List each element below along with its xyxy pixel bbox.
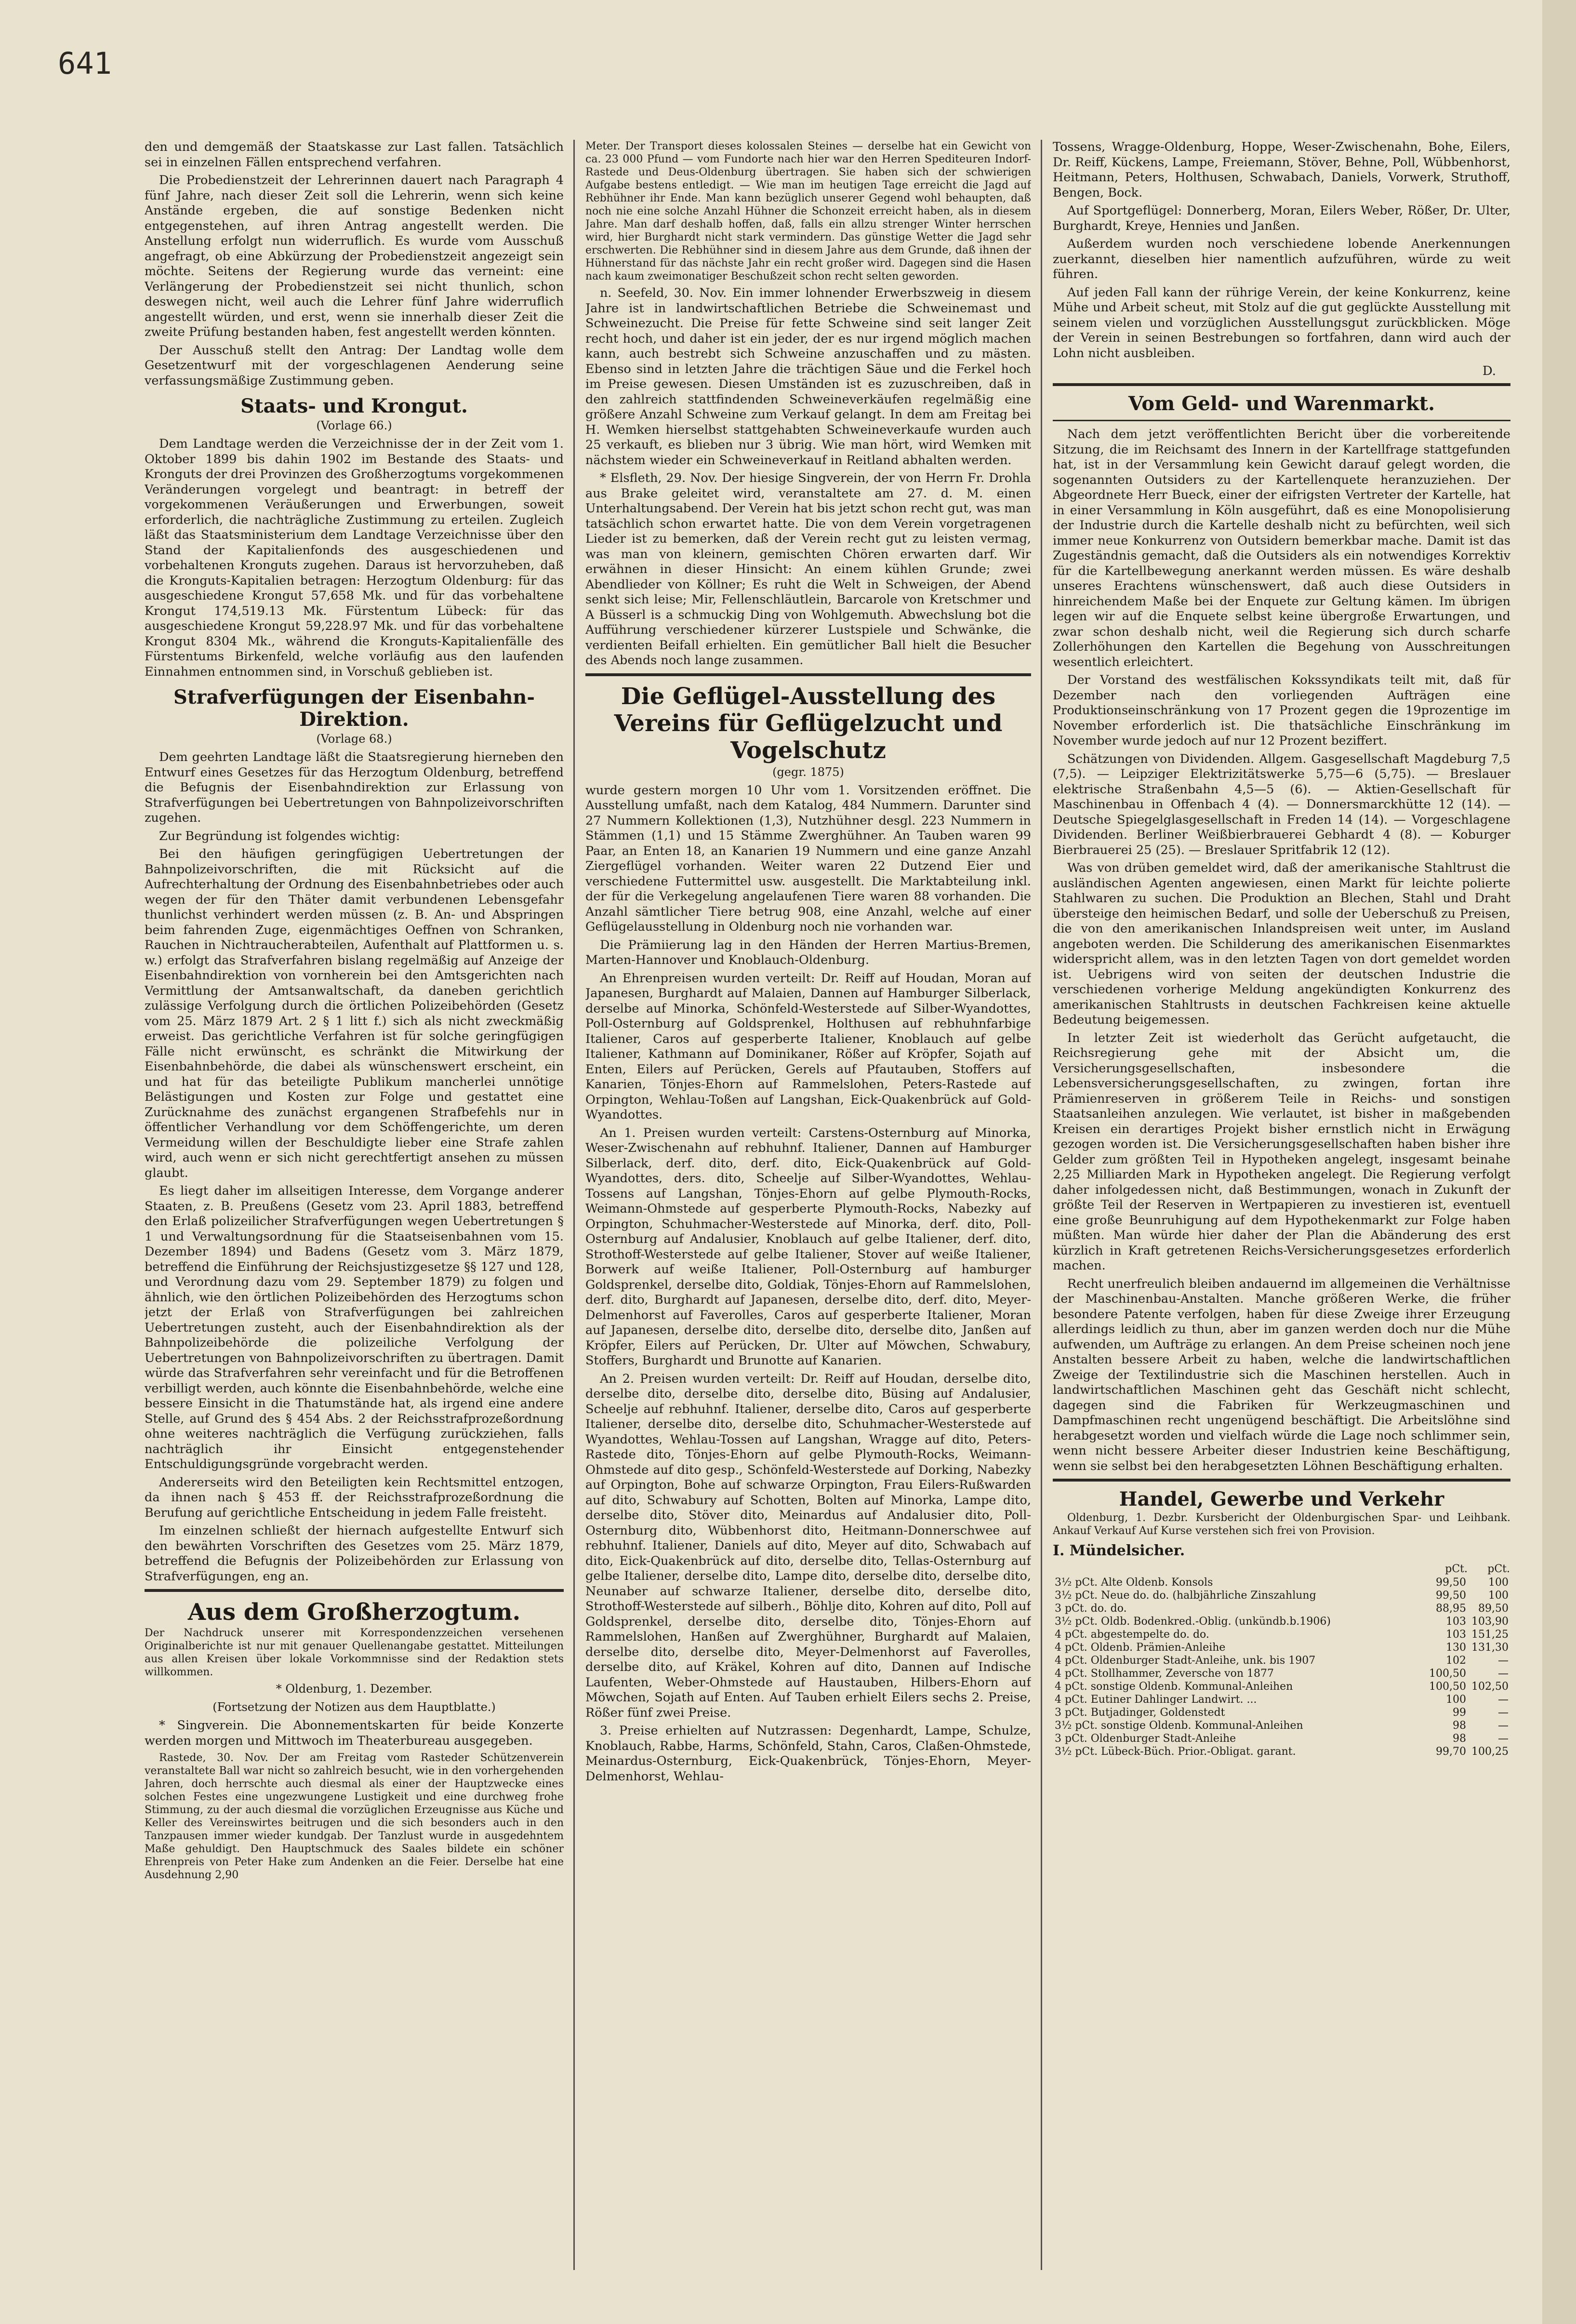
sell-rate: — <box>1498 1707 1509 1719</box>
section-subtitle: (Vorlage 68.) <box>316 732 392 746</box>
buy-rate: 98 <box>1453 1720 1466 1732</box>
sell-rate: 151,25 <box>1471 1629 1509 1641</box>
sell-rate: 89,50 <box>1478 1603 1509 1615</box>
paragraph: n. Seefeld, 30. Nov. Ein immer lohnender Erwerbszweig in diesem Jahre ist in landwirtschaftlichen Betriebe die Schweinemast und Schweinezucht. Die Preise für fette Schweine sind seit langer Zeit recht hoch, und daher ist ein jeder, der es nur irgend möglich machen kann, auch bestrebt sich Schweine anzuschaffen und zu mästen. Ebenso sind in letzten Jahre die trächtigen Säue und die Ferkel hoch im Preise gewesen. Diesen Umständen ist es zuzuschreiben, daß in den zahlreich stattfindenden Schweineverkäufen regelmäßig eine größere Anzahl Schweine zum Verkauf gelangt. In dem am Freitag bei H. Wemken hierselbst stattgehabten Schweineverkaufe wurden auch 25 verkauft, es blieben nur 3 übrig. Wie man hört, wird Wemken mit nächstem wieder ein Schweineverkauf in Reitland abhalten werden. <box>585 286 1031 467</box>
sell-rate: 100,25 <box>1471 1746 1509 1758</box>
paragraph: Dem Landtage werden die Verzeichnisse der in der Zeit vom 1. Oktober 1899 bis dahin 1902 im Bestande des Staats- und Kronguts der drei Provinzen des Großherzogtums vorgekommenen Veränderungen vorgelegt und beantragt: in betreff der vorgekommenen Veräußerungen und Erwerbungen, soweit erforderlich, die nachträgliche Zustimmung zu erteilen. Zugleich läßt das Staatsministerium dem Landtage Verzeichnisse über den Stand der Kapitalienfonds des ausgeschiedenen und vorbehaltenen Kronguts zugehen. Daraus ist hervorzuheben, daß die Kronguts-Kapitalien betragen: Herzogtum Oldenburg: für das ausgeschiedene Krongut 57,658 Mk. und für das vorbehaltene Krongut 174,519.13 Mk. Fürstentum Lübeck: für das ausgeschiedene Krongut 59,228.97 Mk. und für das vorbehaltene Krongut 8304 Mk., während die Kronguts-Kapitalienfälle des Fürstentums Birkenfeld, welche vorläufig aus den laufenden Einnahmen entnommen sind, in Vorschuß geblieben ist. <box>145 437 564 679</box>
paragraph: Der Ausschuß stellt den Antrag: Der Landtag wolle dem Gesetzentwurf mit der vorgeschlagenen Aenderung seine verfassungsmäßige Zustimmung geben. <box>145 343 564 388</box>
paragraph: An 1. Preisen wurden verteilt: Carstens-Osternburg auf Minorka, Weser-Zwischenahn auf rebhuhnf. Italiener, Dannen auf Hamburger Silberlack, derf. dito, derf. dito, Eick-Quakenbrück auf Gold-Wyandottes, ders. dito, Scheelje auf Silber-Wyandottes, Wehlau-Tossens auf Langshan, Tönjes-Ehorn auf gelbe Plymouth-Rocks, Weimann-Ohmstede auf gesperberte Plymouth-Rocks, Nabezky auf Orpington, Schuhmacher-Westerstede auf Minorka, derf. dito, Poll-Osternburg auf Andalusier, Knoblauch auf gelbe Italiener, derf. dito, Strothoff-Westerstede auf gelbe Italiener, Stover auf weiße Italiener, Borwerk auf weiße Italiener, Poll-Osternburg auf hamburger Goldsprenkel, derselbe dito, Goldiak, Tönjes-Ehorn auf Rammelslohen, derf. dito, Burghardt auf Japanesen, derselbe dito, derf. dito, Meyer-Delmenhorst auf Faverolles, Caros auf gesperberte Italiener, Moran auf Japanesen, derselbe dito, derselbe dito, derselbe dito, Janßen auf Kröpfer, Eilers auf Perücken, Dr. Ulter auf Möwchen, Schwabury, Stoffers, Burghardt und Brunotte auf Kanarien. <box>585 1125 1031 1368</box>
sell-rate: — <box>1498 1733 1509 1745</box>
table-row <box>1053 1745 1510 1758</box>
section-divider <box>145 1589 564 1592</box>
paragraph: * Elsfleth, 29. Nov. Der hiesige Singverein, der von Herrn Fr. Drohla aus Brake geleitet wird, veranstaltete am 27. d. M. einen Unterhaltungsabend. Der Verein hat bis jetzt schon recht gut, was man tatsächlich schon erwartet hatte. Die von dem Verein vorgetragenen Lieder ist zu bemerken, daß der Verein recht gut zu leisten vermag, was man von kleinern, gemischten Chören erwarten darf. Wir erwähnen in dieser Hinsicht: An einem kühlen Grunde; zwei Abendlieder von Köllner; Es ruht die Welt in Schweigen, der Abend senkt sich leise; Mir, Fellenschläutlein, Barcarole von Kretschmer und A Büsserl is a schmuckig Ding von Wohlgemuth. Abwechslung bot die Aufführung verschiedener kürzerer Lustspiele und Schwänke, die verdienten Beifall erhielten. Ein gemütlicher Ball hielt die Besucher des Abends noch lange zusammen. <box>585 471 1031 668</box>
table-row <box>1053 1693 1510 1706</box>
paragraph: * Singverein. Die Abonnementskarten für beide Konzerte werden morgen und Mittwoch im Theaterbureau ausgegeben. <box>145 1718 564 1748</box>
paragraph: Rastede, 30. Nov. Der am Freitag vom Rasteder Schützenverein veranstaltete Ball war nicht so zahlreich besucht, wie in den vorhergehenden Jahren, doch herrschte auch diesmal als einer der Hauptzwecke eines solchen Festes eine ungezwungene Lustigkeit und eine durchweg frohe Stimmung, zu der auch diesmal die vorzüglichen Erzeugnisse aus Küche und Keller des Vereinswirtes beitrugen und die sich besonders auch in den Tanzpausen immer wieder kundgab. Der Tanzlust wurde in ausgedehntem Maße gehuldigt. Den Hauptschmuck des Saales bildete ein schöner Ehrenpreis von Peter Hake zum Andenken an die Feier. Derselbe hat eine Ausdehnung 2,90 <box>145 1752 564 1881</box>
paragraph: 3. Preise erhielten auf Nutzrassen: Degenhardt, Lampe, Schulze, Knoblauch, Rabbe, Harms, Schönfeld, Stahn, Caros, Claßen-Ohmstede, Meinardus-Osternburg, Eick-Quakenbrück, Tönjes-Ehorn, Meyer-Delmenhorst, Wehlau- <box>585 1723 1031 1784</box>
paragraph: Bei den häufigen geringfügigen Uebertretungen der Bahnpolizeivorschriften, die mit Rücksicht auf die Aufrechterhaltung der Ordnung des Eisenbahnbetriebes oder auch wegen der für den Thäter damit verbundenen Lebensgefahr thunlichst verhindert werden müssen (z. B. An- und Abspringen beim fahrenden Zuge, eigenmächtiges Oeffnen von Schranken, Rauchen in Nichtraucherabteilen, Aufenthalt auf Plattformen u. s. w.) erfolgt das Strafverfahren bislang regelmäßig auf Anzeige der Eisenbahndirektion von vornherein bei den Amtsgerichten nach Vermittlung der Amtsanwaltschaft, da daneben gerichtlich zulässige Verfolgung durch die örtlichen Polizeibehörden (Gesetz vom 25. März 1879 Art. 2 § 1 litt f.) sich als nicht zweckmäßig erweist. Das gerichtliche Verfahren ist für solche geringfügigen Fälle nicht erwünscht, es schränkt die Mitwirkung der Eisenbahnbehörde, die dabei als wünschenswert erscheint, ein und hat für das beteiligte Publikum mancherlei unnötige Belästigungen und Kosten zur Folge und gestattet eine Zurücknahme des zunächst ergangenen Strafbefehls nur in öffentlicher Verhandlung vor dem Schöffengerichte, um deren Vermeidung willen der Beschuldigte lieber eine Strafe zahlen wird, auch wenn er sich nicht gerechtfertigt ansehen zu müssen glaubt. <box>145 847 564 1180</box>
section-title-handel-gewerbe-verkehr: Handel, Gewerbe und Verkehr <box>1119 1488 1444 1510</box>
sell-rate: — <box>1498 1694 1509 1706</box>
section-title-geld-warenmarkt: Vom Geld- und Warenmarkt. <box>1128 392 1435 415</box>
security-name: 4 pCt. Eutiner Dahlinger Landwirt. ... <box>1055 1694 1257 1706</box>
paragraph: Was von drüben gemeldet wird, daß der amerikanische Stahltrust die ausländischen Agenten angewiesen, einen Markt für leichte polierte Stahlwaren zu suchen. Die Produktion an Blechen, Stahl und Draht übersteige den heimischen Bedarf, und solle der Ueberschuß zu Preisen, die von den amerikanischen Inlandspreisen weit unter, im Ausland angeboten werden. Die Schilderung des amerikanischen Eisenmarktes widerspricht allem, was in den letzten Tagen von dort gemeldet worden ist. Uebrigens wird von seiten der deutschen Industrie die verschiedenen vorherige Meldung angekündigten Konkurrenz des amerikanischen Stahltrusts in deutschen Fachkreisen keine aktuelle Bedeutung beigemessen. <box>1053 861 1510 1027</box>
paragraph: An 2. Preisen wurden verteilt: Dr. Reiff auf Houdan, derselbe dito, derselbe dito, derselbe dito, derselbe dito, Büsing auf Andalusier, Scheelje auf rebhuhnf. Italiener, derselbe dito, Caros auf gesperberte Italiener, derselbe dito, derselbe dito, Schuhmacher-Westerstede auf Wyandottes, Wehlau-Tossen auf Langshan, Wragge auf dito, Peters-Rastede dito, Tönjes-Ehorn auf gelbe Plymouth-Rocks, Weimann-Ohmstede auf dito gesp., Schönfeld-Westerstede auf Dorking, Nabezky auf Orpington, Bohe auf schwarze Orpington, Frau Eilers-Rußwarden auf dito, Schwabury auf Schotten, Bolten auf Minorka, Lampe dito, derselbe dito, Stöver dito, Meinardus auf Andalusier dito, Poll-Osternburg dito, Wübbenhorst dito, Heitmann-Donnerschwee auf rebhuhnf. Italiener, Daniels auf dito, Meyer auf dito, Schwabach auf dito, Eick-Quakenbrück auf dito, derselbe dito, Tellas-Osternburg auf gelbe Italiener, derselbe dito, Lampe dito, derselbe dito, derselbe dito, Neunaber auf schwarze Italiener, derselbe dito, derselbe dito, Strothoff-Westerstede auf silberh., Böhlje dito, Kohren auf dito, Poll auf Goldsprenkel, derselbe dito, derselbe dito, Tönjes-Ehorn auf Rammelslohen, Hanßen auf Zwerghühner, Burghardt auf Malaien, derselbe dito, derselbe dito, Meyer-Delmenhorst auf Faverolles, derselbe dito, auf Kräkel, Kohren auf dito, Dannen auf Indische Laufenten, Weber-Ohmstede auf Haustauben, Hilbers-Ehorn auf Möwchen, Sojath auf Enten. Auf Tauben erhielt Eilers sechs 2. Preise, Rößer fünf zwei Preise. <box>585 1371 1031 1720</box>
security-name: 4 pCt. Oldenb. Prämien-Anleihe <box>1055 1642 1226 1654</box>
paragraph: den und demgemäß der Staatskasse zur Last fallen. Tatsächlich sei in einzelnen Fällen entsprechend verfahren. <box>145 140 564 170</box>
buy-rate: 100,50 <box>1429 1681 1466 1693</box>
table-heading: I. Mündelsicher. <box>1053 1542 1185 1559</box>
security-name: 3 pCt. do. do. <box>1055 1603 1127 1615</box>
table-row <box>1053 1641 1510 1654</box>
buy-rate: 88,95 <box>1436 1603 1466 1615</box>
security-name: 4 pCt. Stollhammer, Zeversche von 1877 <box>1055 1668 1274 1680</box>
exchange-rate-table <box>1053 1562 1510 1758</box>
column-1 <box>145 140 564 2275</box>
sell-rate: 103,90 <box>1471 1616 1509 1628</box>
section-title-grossherzogtum: Aus dem Großherzogtum. <box>187 1599 521 1626</box>
section-divider <box>585 673 1031 676</box>
security-name: 3½ pCt. Alte Oldenb. Konsols <box>1055 1576 1213 1589</box>
sell-rate: 102,50 <box>1471 1681 1509 1693</box>
security-name: 3 pCt. Oldenburger Stadt-Anleihe <box>1055 1733 1236 1745</box>
security-name: 4 pCt. sonstige Oldenb. Kommunal-Anleihen <box>1055 1681 1293 1693</box>
security-name: 3 pCt. Butjadinger, Goldenstedt <box>1055 1707 1225 1719</box>
paragraph: Auf Sportgeflügel: Donnerberg, Moran, Eilers Weber, Rößer, Dr. Ulter, Burghardt, Kreye, Hennies und Janßen. <box>1053 203 1510 233</box>
column-header: pCt. <box>1487 1563 1510 1575</box>
sell-rate: — <box>1498 1655 1509 1667</box>
table-row <box>1053 1589 1510 1602</box>
buy-rate: 99,50 <box>1436 1576 1466 1589</box>
table-row <box>1053 1654 1510 1667</box>
paragraph: Es liegt daher im allseitigen Interesse, dem Vorgange anderer Staaten, z. B. Preußens (Gesetz vom 23. April 1883, betreffend den Erlaß polizeilicher Strafverfügungen wegen Uebertretungen § 1 und Verwaltungsordnung für die Staatseisenbahnen vom 15. Dezember 1894) und Badens (Gesetz vom 3. März 1879, betreffend die Einführung der Reichsjustizgesetze §§ 127 und 128, und Verordnung dazu vom 29. September 1879) zu folgen und ähnlich, wie den örtlichen Polizeibehörden des Herzogtums schon jetzt der Erlaß von Strafverfügungen bei zahlreichen Uebertretungen zusteht, auch der Eisenbahndirektion als der Bahnpolizeibehörde die polizeiliche Verfolgung der Uebertretungen von Bahnpolizeivorschriften zu übertragen. Damit würde das Strafverfahren sehr vereinfacht und für die Betroffenen verbilligt werden, auch könnte die Eisenbahnbehörde, welche eine bessere Einsicht in die Thatumstände hat, als irgend eine andere Stelle, auf Grund des § 454 Abs. 2 der Reichsstrafprozeßordnung ohne weiteres nachträglich die Verfügung zurückziehen, falls nachträglich ihr Einsicht entgegenstehender Entschuldigungsgründe vorgebracht werden. <box>145 1184 564 1471</box>
table-row <box>1053 1706 1510 1719</box>
sell-rate: 131,30 <box>1471 1642 1509 1654</box>
table-header-row <box>1053 1562 1510 1576</box>
paragraph: Meter. Der Transport dieses kolossalen Steines — derselbe hat ein Gewicht von ca. 23 000 Pfund — vom Fundorte nach hier war den Herren Spediteuren Indorf-Rastede und Deus-Oldenburg übertragen. Sie haben sich der schwierigen Aufgabe bestens entledigt. — Wie man im heutigen Tage erreicht die Jagd auf Rebhühner ihr Ende. Man kann bezüglich unserer Gegend wohl behaupten, daß noch nie eine solche Anzahl Hühner die Schonzeit erreicht haben, als in diesem Jahre. Man darf deshalb hoffen, daß, falls ein allzu strenger Winter herrschen wird, hier Burghardt nicht stark vermindern. Das günstige Wetter die Jagd sehr erschwerten. Die Rebhühner sind in diesem Jahre aus dem Grunde, daß ihnen der Hühnerstand für das nächste Jahr ein recht großer wird. Dagegen sind die Hasen nach kaum zweimonatiger Beschußzeit schon recht selten geworden. <box>585 140 1031 282</box>
paragraph: Auf jeden Fall kann der rührige Verein, der keine Konkurrenz, keine Mühe und Arbeit scheut, mit Stolz auf die gut geglückte Ausstellung mit seinem vielen und vorzüglichen Ausstellungsgut zurückblicken. Möge der Verein in seinen Bestrebungen so fortfahren, dann wird auch der Lohn nicht ausbleiben. <box>1053 285 1510 361</box>
section-title-staats-krongut: Staats- und Krongut. <box>240 395 468 417</box>
paragraph: Recht unerfreulich bleiben andauernd im allgemeinen die Verhältnisse der Maschinenbau-Anstalten. Manche größeren Werke, die früher besondere Patente verfolgen, haben für diese Zweige ihrer Erzeugung allerdings leidlich zu thun, aber im ganzen werden doch nur die Mühe aufwenden, um Aufträge zu erlangen. An dem Preise scheinen noch jene Anstalten bessere Arbeit zu haben, welche die landwirtschaftlichen Zweige der Textilindustrie sich die Maschinen herstellen. Auch in landwirtschaftlichen Maschinen geht das Geschäft nicht schlecht, dagegen sind die Fabriken für Werkzeugmaschinen und Dampfmaschinen recht ungenügend beschäftigt. Die Arbeitslöhne sind herabgesetzt worden und vielfach würde die Lage noch schlimmer sein, wenn nicht bessere Arbeiter dieser Industrien keine Beschäftigung, wenn sie selbst bei den herabgesetzten Löhnen Beschäftigung erhalten. <box>1053 1276 1510 1473</box>
section-title-gefluegel-ausstellung: Die Geflügel-Ausstellung des Vereins für Geflügelzucht und Vogelschutz <box>614 682 1003 764</box>
section-subtitle: (gegr. 1875) <box>772 765 844 779</box>
sell-rate: 100 <box>1488 1576 1509 1589</box>
section-divider <box>1053 383 1510 386</box>
section-divider <box>1053 1479 1510 1482</box>
page-number: 641 <box>58 46 112 81</box>
security-name: 3½ pCt. Neue do. do. (halbjährliche Zinszahlung <box>1055 1589 1316 1602</box>
section-divider <box>1053 420 1510 421</box>
column-divider <box>573 140 575 2270</box>
buy-rate: 130 <box>1446 1642 1466 1654</box>
page-edge <box>1542 0 1576 2324</box>
section-title-strafverfuegungen: Strafverfügungen der Eisenbahn-Direktion. <box>173 686 535 731</box>
paragraph: Zur Begründung ist folgendes wichtig: <box>159 828 400 843</box>
paragraph: wurde gestern morgen 10 Uhr vom 1. Vorsitzenden eröffnet. Die Ausstellung umfaßt, nach dem Katalog, 484 Nummern. Darunter sind 27 Nummern Kollektionen (1,3), Nutzhühner desgl. 223 Nummern in Stämmen (1,1) und 15 Stämme Zwerghühner. An Tauben waren 99 Paar, an Enten 18, an Kanarien 19 Nummern und eine ganze Anzahl Ziergeflügel vorhanden. Weiter waren 22 Dutzend Eier und verschiedene Futtermittel usw. ausgestellt. Die Marktabteilung inkl. der für die Verkegelung angelaufenen Tiere waren 88 vorhanden. Die Anzahl sämtlicher Tiere betrug 908, eine Anzahl, welche auf einer Geflügelausstellung in Oldenburg noch nie vorhanden war. <box>585 783 1031 934</box>
sell-rate: 100 <box>1488 1589 1509 1602</box>
paragraph: Schätzungen von Dividenden. Allgem. Gasgesellschaft Magdeburg 7,5 (7,5). — Leipziger Elektrizitätswerke 5,75—6 (5,75). — Breslauer elektrische Straßenbahn 4,5—5 (6). — Aktien-Gesellschaft für Maschinenbau in Offenbach 4 (4). — Donnersmarckhütte 12 (14). — Deutsche Spiegelglasgesellschaft in Freden 14 (14). — Vorgeschlagene Dividenden. Berliner Weißbierbrauerei Gebhardt 4 (8). — Koburger Bierbrauerei 25 (25). — Breslauer Spritfabrik 12 (12). <box>1053 751 1510 857</box>
buy-rate: 100 <box>1446 1694 1466 1706</box>
table-row <box>1053 1680 1510 1693</box>
buy-rate: 103 <box>1446 1629 1466 1641</box>
paragraph: Andererseits wird den Beteiligten kein Rechtsmittel entzogen, da ihnen nach § 453 ff. der Reichsstrafprozeßordnung die Berufung auf gerichtliche Entscheidung in jedem Falle freisteht. <box>145 1475 564 1520</box>
column-header: pCt. <box>1445 1563 1468 1575</box>
paragraph: Im einzelnen schließt der hiernach aufgestellte Entwurf sich den bewährten Vorschriften des Gesetzes vom 25. März 1879, betreffend die Befugnis der Polizeibehörden zur Erlassung von Strafverfügungen, eng an. <box>145 1523 564 1584</box>
security-name: 3½ pCt. Lübeck-Büch. Prior.-Obligat. garant. <box>1055 1746 1296 1758</box>
buy-rate: 99,70 <box>1436 1746 1466 1758</box>
security-name: 4 pCt. Oldenburger Stadt-Anleihe, unk. bis 1907 <box>1055 1655 1316 1667</box>
paragraph: Nach dem jetzt veröffentlichten Bericht über die vorbereitende Sitzung, die im Reichsamt des Innern in der Kartellfrage stattgefunden hat, ist in der Versammlung kein Gewicht darauf gelegt worden, die sogenannten Outsiders zu der Kartellenquete heranzuziehen. Der Abgeordnete Herr Bueck, einer der eifrigsten Vertreter der Kartelle, hat in einer Versammlung in Köln ausgeführt, daß es eine Monopolisierung der Industrie durch die Kartelle deshalb nicht zu befürchten, weil sich immer neue Konkurrenz von Outsidern bemerkbar mache. Damit ist das Zugeständnis gemacht, daß die Outsiders als ein notwendiges Korrektiv für die Kartellbewegung anerkannt werden müssen. Es wäre deshalb unseres Erachtens wünschenswert, daß auch diese Outsiders in hinreichendem Maße bei der Enquete zur Geltung kämen. Im übrigen legen wir auf die Enquete selbst keine übergroße Erwartungen, und zwar schon deshalb nicht, weil die Regierung sich durch scharfe Zollerhöhungen den Kartellen die Begehung von Ausschreitungen wesentlich erleichtert. <box>1053 427 1510 669</box>
dateline: * Oldenburg, 1. Dezember. <box>276 1682 433 1696</box>
paragraph: An Ehrenpreisen wurden verteilt: Dr. Reiff auf Houdan, Moran auf Japanesen, Burghardt auf Malaien, Dannen auf Hamburger Silberlack, derselbe auf Minorka, Schönfeld-Westerstede auf Silber-Wyandottes, Poll-Osternburg auf Goldsprenkel, Holthusen auf rebhuhnfarbige Italiener, Caros auf gesperberte Italiener, Knoblauch auf gelbe Italiener, Kathmann auf Dominikaner, Rößer auf Kröpfer, Sojath auf Enten, Eilers auf Perücken, Gerels auf Pfautauben, Stoffers auf Kanarien, Tönjes-Ehorn auf Rammelslohen, Peters-Rastede auf Orpington, Wehlau-Toßen auf Langshan, Eick-Quakenbrück auf Gold-Wyandottes. <box>585 971 1031 1122</box>
paragraph: Dem geehrten Landtage läßt die Staatsregierung hierneben den Entwurf eines Gesetzes für das Herzogtum Oldenburg, betreffend die Befugnis der Eisenbahndirektion zur Erlassung von Strafverfügungen bei Uebertretungen von Bahnpolizeivorschriften zugehen. <box>145 750 564 825</box>
buy-rate: 98 <box>1453 1733 1466 1745</box>
table-row <box>1053 1667 1510 1680</box>
paragraph: Die Probedienstzeit der Lehrerinnen dauert nach Paragraph 4 fünf Jahre, nach dieser Zeit soll die Lehrerin, wenn sich keine Anstände ergeben, die auf sonstige Bedenken nicht entgegenstehen, auf ihren Antrag angestellt werden. Die Anstellung erfolgt nun widerruflich. Es wurde vom Ausschuß angefragt, ob eine Abkürzung der Probedienstzeit angezeigt sein möchte. Seitens der Regierung wurde das verneint: eine Verlängerung der Probedienstzeit sei nicht thunlich, schon deswegen nicht, weil auch die Lehrer fünf Jahre widerruflich angestellt würden, und erst, wenn sie innerhalb dieser Zeit die zweite Prüfung bestanden haben, fest angestellt werden könnten. <box>145 173 564 339</box>
paragraph: In letzter Zeit ist wiederholt das Gerücht aufgetaucht, die Reichsregierung gehe mit der Absicht um, die Versicherungsgesellschaften, insbesondere die Lebensversicherungsgesellschaften, zu zwingen, fortan ihre Prämienreserven in größerem Teile in Reichs- und sonstigen Staatsanleihen anzulegen. Wie verlautet, ist bisher in maßgebenden Kreisen ein derartiges Projekt bisher ernstlich nicht in Erwägung gezogen worden ist. Die Versicherungsgesellschaften haben bisher ihre Gelder zum größten Teil in Hypotheken angelegt, insgesamt beinahe 2,25 Milliarden Mark in Hypotheken angelegt. Die Regierung verfolgt daher infolgedessen nicht, daß Bestimmungen, wonach in Zukunft der größte Teil der Reserven in Wertpapieren zu investieren ist, eventuell eine große Beunruhigung auf dem Hypothekenmarkt zur Folge haben müßten. Man würde hier daher der Plan die Abänderung des erst kürzlich in Kraft getretenen Reichs-Versicherungsgesetzes erforderlich machen. <box>1053 1030 1510 1273</box>
paragraph: Der Vorstand des westfälischen Kokssyndikats teilt mit, daß für Dezember nach den vorliegenden Aufträgen eine Produktionseinschränkung von 17 Prozent gegen die 19prozentige im November erforderlich ist. Die thatsächliche Einschränkung im November wurde jedoch auf nur 12 Prozent beziffert. <box>1053 673 1510 748</box>
sell-rate: — <box>1498 1720 1509 1732</box>
buy-rate: 99 <box>1453 1707 1466 1719</box>
table-row <box>1053 1602 1510 1615</box>
table-row <box>1053 1576 1510 1589</box>
security-name: 4 pCt. abgestempelte do. do. <box>1055 1629 1209 1641</box>
table-row <box>1053 1628 1510 1641</box>
buy-rate: 100,50 <box>1429 1668 1466 1680</box>
author-signature: D. <box>1482 364 1496 378</box>
continuation-note: (Fortsetzung der Notizen aus dem Hauptblatte.) <box>212 1700 496 1714</box>
column-divider <box>1041 140 1042 2270</box>
table-row <box>1053 1732 1510 1745</box>
security-name: 3½ pCt. sonstige Oldenb. Kommunal-Anleihen <box>1055 1720 1303 1732</box>
column-2 <box>585 140 1031 2275</box>
paragraph: Außerdem wurden noch verschiedene lobende Anerkennungen zuerkannt, dieselben hier namentlich aufzuführen, würde zu weit führen. <box>1053 237 1510 281</box>
table-row <box>1053 1719 1510 1732</box>
section-subtitle: (Vorlage 66.) <box>316 419 392 432</box>
paragraph: Tossens, Wragge-Oldenburg, Hoppe, Weser-Zwischenahn, Bohe, Eilers, Dr. Reiff, Kückens, Lampe, Freiemann, Stöver, Behne, Poll, Wübbenhorst, Heitmann, Peters, Holthusen, Schwabach, Daniels, Vorwerk, Struthoff, Bengen, Bock. <box>1053 140 1510 200</box>
table-row <box>1053 1615 1510 1628</box>
security-name: 3½ pCt. Oldb. Bodenkred.-Oblig. (unkündb.b.1906) <box>1055 1616 1331 1628</box>
column-3 <box>1053 140 1510 2275</box>
reprint-note: Der Nachdruck unserer mit Korrespondenzzeichen versehenen Originalberichte ist nur mit genauer Quellenangabe gestattet. Mitteilungen aus allen Kreisen über lokale Vorkommnisse sind der Redaktion stets willkommen. <box>145 1627 564 1678</box>
sell-rate: — <box>1498 1668 1509 1680</box>
buy-rate: 99,50 <box>1436 1589 1466 1602</box>
paragraph: Die Prämiierung lag in den Händen der Herren Martius-Bremen, Marten-Hannover und Knoblauch-Oldenburg. <box>585 937 1031 967</box>
paragraph: Oldenburg, 1. Dezbr. Kursbericht der Oldenburgischen Spar- und Leihbank. Ankauf Verkauf Auf Kurse verstehen sich frei von Provision. <box>1053 1512 1510 1537</box>
buy-rate: 102 <box>1446 1655 1466 1667</box>
buy-rate: 103 <box>1446 1616 1466 1628</box>
